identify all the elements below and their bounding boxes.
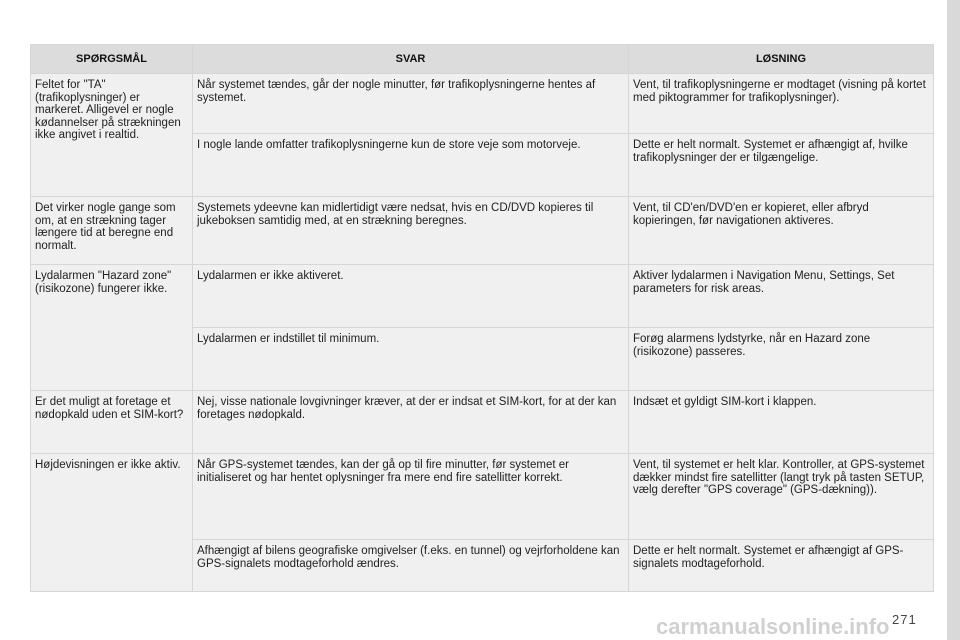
- header-answer: SVAR: [193, 45, 629, 74]
- question-cell: Feltet for "TA" (trafikoplysninger) er markeret. Alligevel er nogle kødannelser på strækningen ikke angivet i realtid.: [31, 74, 193, 197]
- troubleshooting-table: [30, 44, 934, 592]
- solution-cell: Dette er helt normalt. Systemet er afhængigt af GPS-signalets modtageforhold.: [629, 540, 934, 592]
- answer-cell: Systemets ydeevne kan midlertidigt være nedsat, hvis en CD/DVD kopieres til jukeboksen samtidig med, at en strækning beregnes.: [193, 197, 629, 265]
- header-question: SPØRGSMÅL: [31, 45, 193, 74]
- solution-cell: Aktiver lydalarmen i Navigation Menu, Settings, Set parameters for risk areas.: [629, 265, 934, 328]
- header-solution: LØSNING: [629, 45, 934, 74]
- answer-cell: Afhængigt af bilens geografiske omgivelser (f.eks. en tunnel) og vejrforholdene kan GPS-signalets modtageforhold ændres.: [193, 540, 629, 592]
- question-cell: Er det muligt at foretage et nødopkald uden et SIM-kort?: [31, 391, 193, 454]
- answer-cell: Når GPS-systemet tændes, kan der gå op til fire minutter, før systemet er initialiseret og har hentet oplysninger fra mere end fire satellitter korrekt.: [193, 454, 629, 540]
- question-cell: Lydalarmen "Hazard zone" (risikozone) fungerer ikke.: [31, 265, 193, 391]
- solution-cell: Vent, til systemet er helt klar. Kontroller, at GPS-systemet dækker mindst fire satellitter (langt tryk på tasten SETUP, vælg derefter "GPS coverage" (GPS-dækning)).: [629, 454, 934, 540]
- solution-cell: Dette er helt normalt. Systemet er afhængigt af, hvilke trafikoplysninger der er tilgængelige.: [629, 134, 934, 197]
- scrollbar[interactable]: [947, 0, 960, 640]
- table-row: [31, 74, 934, 134]
- watermark: carmanualsonline.info: [656, 614, 890, 639]
- answer-cell: Når systemet tændes, går der nogle minutter, før trafikoplysningerne hentes af systemet.: [193, 74, 629, 134]
- solution-cell: Vent, til CD'en/DVD'en er kopieret, eller afbryd kopieringen, før navigationen aktiveres.: [629, 197, 934, 265]
- table-row: [31, 454, 934, 540]
- table-row: [31, 391, 934, 454]
- page-number: 271: [892, 612, 917, 627]
- table-row: [31, 197, 934, 265]
- answer-cell: I nogle lande omfatter trafikoplysningerne kun de store veje som motorveje.: [193, 134, 629, 197]
- question-cell: Det virker nogle gange som om, at en strækning tager længere tid at beregne end normalt.: [31, 197, 193, 265]
- solution-cell: Indsæt et gyldigt SIM-kort i klappen.: [629, 391, 934, 454]
- answer-cell: Lydalarmen er indstillet til minimum.: [193, 328, 629, 391]
- answer-cell: Nej, visse nationale lovgivninger kræver, at der er indsat et SIM-kort, for at der kan foretages nødopkald.: [193, 391, 629, 454]
- answer-cell: Lydalarmen er ikke aktiveret.: [193, 265, 629, 328]
- question-cell: Højdevisningen er ikke aktiv.: [31, 454, 193, 592]
- solution-cell: Vent, til trafikoplysningerne er modtaget (visning på kortet med piktogrammer for trafikoplysninger).: [629, 74, 934, 134]
- table-header-row: [31, 45, 934, 74]
- table-row: [31, 265, 934, 328]
- solution-cell: Forøg alarmens lydstyrke, når en Hazard zone (risikozone) passeres.: [629, 328, 934, 391]
